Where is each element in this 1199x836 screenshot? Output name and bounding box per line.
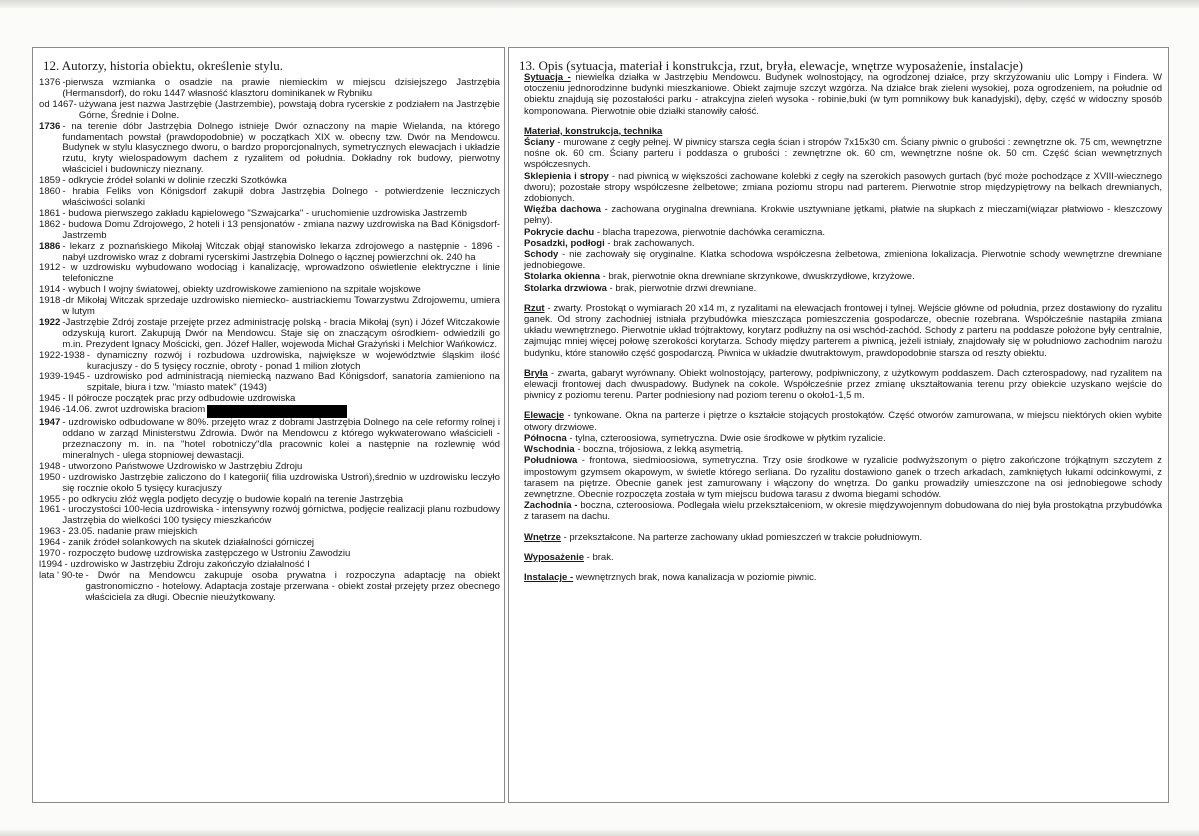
section-polnocna <box>524 433 1162 444</box>
timeline-entry <box>39 296 500 318</box>
text-wyposazenie: - brak. <box>586 551 614 563</box>
timeline-year: 1946 <box>39 404 61 416</box>
timeline-text: - utworzono Państwowe Uzdrowisko w Jastrzębiu Zdroju <box>62 460 303 472</box>
timeline-year: 1918 <box>39 295 61 307</box>
label-stolarka-okienna: Stolarka okienna <box>524 271 601 283</box>
label-material: Materiał, konstrukcja, technika <box>524 125 663 137</box>
label-elewacje: Elewacje <box>524 410 565 422</box>
label-polnocna: Północna <box>524 432 567 444</box>
history-title: 12. Autorzy, historia obiektu, określenie stylu. <box>43 58 283 73</box>
timeline-text: -pierwsza wzmianka o osadzie na prawie niemieckim w miejscu dzisiejszego Jastrzębia (Hermansdorf), do roku 1447 własność klasztoru dominikanek w Rybniku <box>62 77 500 99</box>
text-stolarka-drzwiowa: - brak, pierwotnie drzwi drewniane. <box>609 282 757 294</box>
section-schody <box>524 249 1162 271</box>
label-wiezba: Więźba dachowa <box>524 204 601 216</box>
timeline-text: - w uzdrowisku wybudowano wodociąg i kanalizację, wprowadzono oświetlenie elektryczne i linie telefoniczne <box>62 262 500 285</box>
section-sciany <box>524 137 1162 171</box>
timeline-text: - budowa Domu Zdrojowego, 2 hoteli i 13 pensjonatów - zmiana nazwy uzdrowiska na Bad Königsdorf- Jastrzemb <box>62 218 500 241</box>
text-zachodnia: boczna, czteroosiowa. Podlegała wielu przekształceniom, w okresie międzywojennym dobudowana do niej była prostokątna przybudówka z tarasem na dachu. <box>524 500 1162 523</box>
timeline-text: - uzdrowisko pod administracją niemiecką nazwano Bad Königsdorf, sanatoria zamieniono na szpitale, biura i tzw. "miasto matek" (1943) <box>86 371 500 394</box>
timeline-year: 1963 <box>39 526 61 538</box>
description-panel <box>508 47 1169 803</box>
text-polnocna: - tylna, czteroosiowa, symetryczna. Dwie osie środkowe w płytkim ryzalicie. <box>569 432 886 444</box>
section-stolarka-okienna <box>524 271 1162 282</box>
section-stolarka-drzwiowa <box>524 283 1162 294</box>
timeline-text: - budowa pierwszego zakładu kąpielowego "Szwajcarka" - uruchomienie uzdrowiska Jastrzemb <box>62 207 467 219</box>
timeline-text: -Jastrzębie Zdrój zostaje przejęte przez administrację polską - bracia Mikołaj (syn) i Józef Witczakowie odzyskują kurort. Zakupują Dwór na Mendowcu. Staje się on znaczącym ośrodkiem- odwiedzili go m.in. Prezydent Ignacy Mościcki, gen. Józef Haller, wojewoda Michał Grażyński i Melchior Wańkowicz. <box>62 316 500 350</box>
timeline-year: 1964 <box>39 537 61 549</box>
section-wyposazenie <box>524 552 1162 563</box>
timeline-year: lata ' 90-te <box>39 569 84 581</box>
text-bryla: - zwarta, gabaryt wyrównany. Obiekt wolnostojący, parterowy, podpiwniczony, z użytkowym poddaszem. Dach czterospadowy, nad ryzalitem na elewacji frontowej dach dwuspadowy. Budynek na cokole. Współcześnie przez zmianę ukształtowania terenu przy obiekcie uzyskano wejście do piwnicy z poziomu terenu. Parter podniesiony nad poziom terenu o około1-1,5 m. <box>524 367 1162 402</box>
text-pokrycie: - blacha trapezowa, pierwotnie dachówka ceramiczna. <box>596 226 825 238</box>
text-posadzki: - brak zachowanych. <box>607 237 695 249</box>
text-schody: - nie zachowały się oryginalne. Klatka schodowa współczesna żelbetowa, zmieniona lokalizacja. Pierwotnie schody wewnętrzne drewniane jednobiegowe. <box>524 249 1162 272</box>
timeline-year: 1922 <box>39 316 61 328</box>
timeline-text: - wybuch I wojny światowej, obiekty uzdrowiskowe zamieniono na szpitale wojskowe <box>62 284 421 296</box>
section-bryla <box>524 368 1162 402</box>
timeline-text: - 23.05. nadanie praw miejskich <box>62 526 198 538</box>
scan-edge-top <box>0 0 1199 8</box>
section-poludniowa <box>524 455 1162 500</box>
timeline-text: -14.06. zwrot uzdrowiska braciom <box>62 404 206 416</box>
timeline-year: 1862 <box>39 218 61 230</box>
label-sciany: Ściany <box>524 137 555 149</box>
text-stolarka-okienna: - brak, pierwotnie okna drewniane skrzynkowe, dwuskrzydłowe, krzyżowe. <box>602 271 915 283</box>
label-instalacje: Instalacje - <box>524 571 574 583</box>
timeline-year: 1376 <box>39 77 61 88</box>
timeline-year: 1970 <box>39 548 61 560</box>
timeline-year: 1948 <box>39 460 61 472</box>
timeline-text: - na terenie dóbr Jastrzębia Dolnego istnieje Dwór oznaczony na mapie Wielanda, na którego fundamentach powstał (prawdopodobnie) w początkach XIX w. obecny tzw. Dwór na Mendowcu. Budynek w stylu klasycznego dworu, o bardzo proporcjonalnych, symetrycznych elewacjach i układzie rzutu, kryty wielospadowym dachem z ryzalitem od południa. Dokładny rok budowy, pierwotny właściciel i budowniczy nieznany. <box>62 120 500 176</box>
label-wnetrze: Wnętrze <box>524 531 561 543</box>
timeline-year: 1961 <box>39 504 61 516</box>
timeline-text: - II półrocze początek prac przy odbudowie uzdrowiska <box>62 393 296 405</box>
timeline-entry <box>39 473 500 495</box>
timeline-year: 1736 <box>39 120 61 132</box>
label-stolarka-drzwiowa: Stolarka drzwiowa <box>524 282 607 294</box>
section-zachodnia <box>524 500 1162 522</box>
timeline-year: 1955 <box>39 493 61 505</box>
description-title: 13. Opis (sytuacja, materiał i konstrukcja, rzut, bryła, elewacje, wnętrze wyposażenie, instalacje) <box>519 58 1023 73</box>
timeline-entry <box>39 122 500 177</box>
section-pokrycie <box>524 227 1162 238</box>
text-sklepienia: - nad piwnicą w większości zachowane kolebki z cegły na szerokich pasowych gurtach (być może pochodzące z XVIII-wiecznego dworu); pozostałe stropy współczesne żelbetowe; zmiana poziomu stropu nad parterem. Pierwotnie strop międzypiętrowy na belkach drewnianych, zdobionych. <box>524 170 1162 205</box>
label-wyposazenie: Wyposażenie <box>524 551 585 563</box>
timeline-year: 1939-1945 <box>39 371 85 383</box>
timeline-entry <box>39 242 500 264</box>
timeline-entry <box>39 318 500 351</box>
label-zachodnia: Zachodnia - <box>524 500 578 512</box>
timeline-text: - uzdrowisko odbudowane w 80%. przejęto wraz z dobrami Jastrzębia Dolnego na cele reformy rolnej i oddano w zarząd Ministerstwu Zdrowia. Dwór na Mendowcu z którego wykwaterowano właścicieli - przeznaczony m. in. na "hotel robotniczy"dla pracownic kolei a następnie na rozlewnię wód mineralnych - ulega stopniowej dewastacji. <box>62 417 500 461</box>
text-wiezba: - zachowana oryginalna drewniana. Krokwie usztywniane jętkami, płatwie na słupkach z mieczami(wiązar płatwiowo - kleszczowy pełny). <box>524 204 1162 227</box>
section-elewacje <box>524 410 1162 432</box>
label-poludniowa: Południowa <box>524 455 578 467</box>
label-bryla: Bryła <box>524 367 548 379</box>
label-pokrycie: Pokrycie dachu <box>524 226 595 238</box>
history-timeline <box>39 78 500 604</box>
text-poludniowa: - frontowa, siedmioosiowa, symetryczna. Trzy osie środkowe w ryzalicie podwyższonym o piętro zakończone trójkątnym szczytem z impostowym gzymsem okapowym, w świetle którego serliana. Do ryzalitu dostawiono ganek o trzech arkadach, zamkniętych łukami odcinkowymi, z tarasem na piętrze. Obecnie ganek jest zamurowany i włączony do wnętrza. Do ganku prowadziły umieszczone na osi jednobiegowe schody zewnętrzne. Obecnie rozpoczęta została w tym miejscu budowa tarasu z dwoma biegami schodów. <box>524 455 1162 500</box>
timeline-entry <box>39 78 500 100</box>
history-panel <box>32 47 505 803</box>
timeline-year: 1860 <box>39 186 61 198</box>
label-schody: Schody <box>524 249 559 261</box>
timeline-text: - lekarz z poznańskiego Mikołaj Witczak objął stanowisko lekarza zdrojowego a następnie - 1896 - nabył uzdrowisko wraz z dobrami rycerskimi Jastrzębia Dolnego o łącznej powierzchni ok. 240 ha <box>62 240 500 263</box>
timeline-text: - uzdrowisko Jastrzębie zaliczono do I kategorii( filia uzdrowiska Ustroń),średnio w uzdrowisku leczyło się rocznie około 5 tysięcy kuracjuszy <box>62 471 500 494</box>
timeline-text: - uroczystości 100-lecia uzdrowiska - intensywny rozwój górnictwa, podjęcie realizacji planu rozbudowy Jastrzębia do wielkości 100 tysięcy mieszkańców <box>62 504 500 527</box>
timeline-entry <box>39 351 500 373</box>
section-rzut <box>524 303 1162 359</box>
timeline-text: - uzdrowisko w Jastrzębiu Zdroju zakończyło działalność I <box>64 558 310 570</box>
timeline-year: 1947 <box>39 417 61 429</box>
section-sytuacja <box>524 72 1162 117</box>
timeline-year: 1945 <box>39 393 61 405</box>
timeline-entry <box>39 220 500 242</box>
section-wnetrze <box>524 532 1162 543</box>
text-sytuacja: niewielka działka w Jastrzębiu Mendowcu. Budynek wolnostojący, na ogrodzonej działce, przy skrzyżowaniu ulic Lompy i Findera. W otoczeniu jednorodzinne budynki mieszkaniowe. Obiekt zajmuje szczyt wzgórza. Na działce brak zieleni wysokiej, poza ogrodzeniem, na południe od obiektu znajdują się pozostałości parku - atrakcyjna zieleń wysoka - robinie,buki (w tym pomnikowy buk kanadyjski), dęby, część w widoczny sposób komponowana. Pierwotnie obie działki stanowiły całość. <box>524 72 1163 117</box>
section-posadzki <box>524 238 1162 249</box>
timeline-entry <box>39 100 500 122</box>
timeline-text: - odkrycie źródeł solanki w dolinie rzeczki Szotkówka <box>62 175 287 187</box>
timeline-entry <box>39 418 500 462</box>
timeline-entry <box>39 571 500 604</box>
timeline-text: - hrabia Feliks von Königsdorf zakupił dobra Jastrzębia Dolnego - potwierdzenie leczniczych właściwości solanki <box>62 186 500 208</box>
description-body <box>524 72 1162 583</box>
timeline-year: od 1467- <box>39 98 77 110</box>
timeline-year: 1886 <box>39 240 61 252</box>
timeline-text: - po odkryciu złóż węgla podjęto decyzję o budowie kopalń na terenie Jastrzębia <box>62 493 404 505</box>
text-instalacje: wewnętrznych brak, nowa kanalizacja w poziomie piwnic. <box>575 571 817 583</box>
section-wiezba <box>524 204 1162 226</box>
timeline-year: 1950 <box>39 471 61 483</box>
timeline-text: -dr Mikołaj Witczak sprzedaje uzdrowisko niemiecko- austriackiemu Towarzystwu Zdrojowemu, umiera w lutym <box>62 295 500 318</box>
text-sciany: - murowane z cegły pełnej. W piwnicy starsza cegła ścian i stropów 7x15x30 cm. Ściany piwnic o grubości : zewnętrzne ok. 75 cm, wewnętrzne nośne ok. 60 cm. Ściany parteru i poddasza o grubości : zewnętrzne ok. 60 cm, wewnętrzne nośne ok. 50 cm. Część ścian wewnętrznych współczesnych. <box>524 137 1162 171</box>
label-sklepienia: Sklepienia i stropy <box>524 170 609 182</box>
timeline-text: - zanik źródeł solankowych na skutek działalności górniczej <box>62 537 315 549</box>
timeline-year: l1994 <box>39 558 63 570</box>
timeline-year: 1859 <box>39 175 61 187</box>
text-rzut: - zwarty. Prostokąt o wymiarach 20 x14 m, z ryzalitami na elewacjach frontowej i tylnej. Wejście główne od południa, przez dostawiony do ryzalitu ganek. Od strony zachodniej istniała przybudówka mieszcząca pomieszczenia gospodarcze, obecnie rozebrana. Współcześnie nastąpiła zmiana układu wewnętrznego. Pierwotnie układ trójtraktowy, korytarz podłużny na osi wschód-zachód. Schody z parteru na poddasze położone były centralnie, zajmując mniej więcej połowę szerokości korytarza. Schody między parterem a piwnicą, jeżeli istniały, znajdowały się w południowo zachodnim narożu budynku, które stanowiło część gospodarczą. Piwnica w układzie dwutraktowym, prawdopodobnie starsza od reszty obiektu. <box>524 302 1163 359</box>
timeline-entry <box>39 372 500 394</box>
section-wschodnia <box>524 444 1162 455</box>
timeline-entry <box>39 505 500 527</box>
label-wschodnia: Wschodnia <box>524 444 575 456</box>
text-wschodnia: - boczna, trójosiowa, z lekką asymetrią. <box>577 444 744 456</box>
timeline-year: 1861 <box>39 207 61 219</box>
timeline-year: 1922-1938 <box>39 349 85 361</box>
section-material-heading <box>524 126 1162 137</box>
label-posadzki: Posadzki, podłogi <box>524 237 605 249</box>
timeline-year: 1914 <box>39 284 61 296</box>
timeline-year: 1912 <box>39 262 61 274</box>
section-sklepienia <box>524 171 1162 205</box>
scan-edge-bottom <box>0 830 1199 836</box>
timeline-entry <box>39 187 500 209</box>
text-wnetrze: - przekształcone. Na parterze zachowany układ pomieszczeń w trakcie południowym. <box>563 531 923 543</box>
timeline-text: - rozpoczęto budowę uzdrowiska zastępczego w Ustroniu Zawodziu <box>62 548 351 560</box>
section-instalacje <box>524 572 1162 583</box>
timeline-text: - Dwór na Mendowcu zakupuje osoba prywatna i rozpoczyna adaptację na obiekt gastronomiczno - hotelowy. Adaptacja zostaje przerwana - obiekt został przejęty przez obecnego właściciela za długi. Obecnie nieużytkowany. <box>85 569 500 603</box>
label-rzut: Rzut <box>524 302 545 314</box>
text-elewacje: - tynkowane. Okna na parterze i piętrze o kształcie stojących prostokątów. Część otworów zamurowana, w miejscu niektórych okien wybite otwory drzwiowe. <box>524 410 1163 433</box>
timeline-text: używana jest nazwa Jastrzębie (Jastrzembie), powstają dobra rycerskie z podziałem na Jastrzębie Górne, Średnie i Dolne. <box>78 98 500 121</box>
label-sytuacja: Sytuacja - <box>524 72 571 83</box>
timeline-text: - dynamiczny rozwój i rozbudowa uzdrowiska, największe w województwie śląskim ilość kuracjuszy - do 5 tysięcy rocznie, obroty - ponad 1 milion złotych <box>86 349 500 372</box>
timeline-entry <box>39 263 500 285</box>
